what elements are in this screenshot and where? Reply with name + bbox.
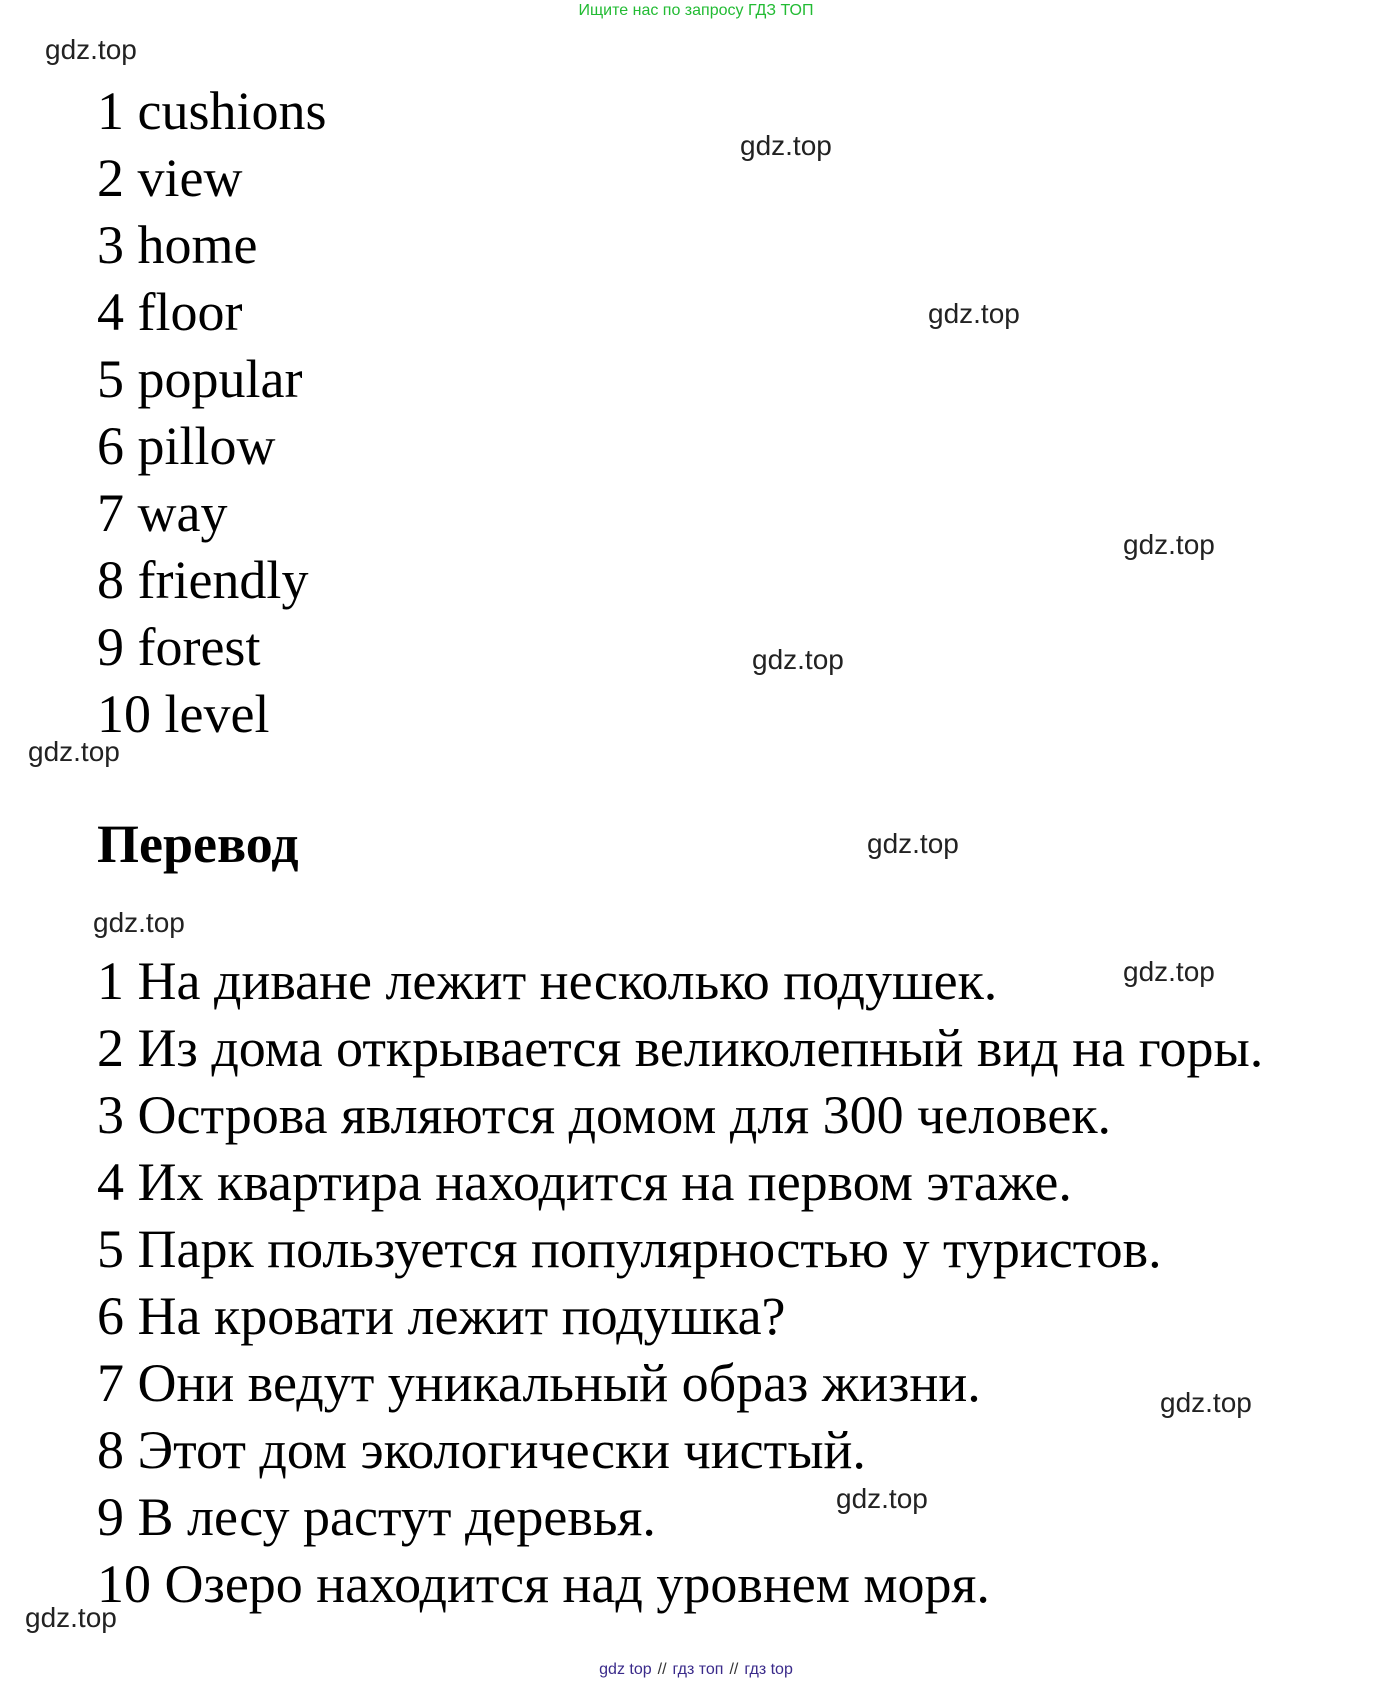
translation-item: 6 На кровати лежит подушка? bbox=[97, 1286, 786, 1346]
answers-list bbox=[97, 78, 327, 748]
answer-item: 2 view bbox=[97, 148, 243, 208]
answer-item: 10 level bbox=[97, 684, 270, 744]
watermark: gdz.top bbox=[1123, 956, 1215, 987]
footer-link-gdz-top-mixed[interactable]: гдз top bbox=[744, 1661, 793, 1678]
answer-item: 6 pillow bbox=[97, 416, 276, 476]
answer-item: 8 friendly bbox=[97, 550, 309, 610]
watermark: gdz.top bbox=[93, 907, 185, 938]
footer-link-gdz-top[interactable]: gdz top bbox=[599, 1661, 652, 1678]
translation-item: 4 Их квартира находится на первом этаже. bbox=[97, 1152, 1072, 1212]
translation-item: 7 Они ведут уникальный образ жизни. bbox=[97, 1353, 981, 1413]
translation-item: 5 Парк пользуется популярностью у туристов. bbox=[97, 1219, 1162, 1279]
answer-item: 5 popular bbox=[97, 349, 303, 409]
translation-item: 10 Озеро находится над уровнем моря. bbox=[97, 1554, 990, 1614]
watermark: gdz.top bbox=[867, 828, 959, 859]
watermark: gdz.top bbox=[836, 1483, 928, 1514]
answer-item: 3 home bbox=[97, 215, 258, 275]
watermark: gdz.top bbox=[45, 34, 137, 65]
translations-list bbox=[97, 948, 1263, 1618]
footer-link-gdz-top-ru[interactable]: гдз топ bbox=[672, 1661, 724, 1678]
translation-item: 9 В лесу растут деревья. bbox=[97, 1487, 656, 1547]
watermark: gdz.top bbox=[928, 298, 1020, 329]
translation-item: 2 Из дома открывается великолепный вид на горы. bbox=[97, 1018, 1264, 1078]
top-banner[interactable]: Ищите нас по запросу ГДЗ ТОП bbox=[578, 2, 814, 19]
watermark: gdz.top bbox=[752, 644, 844, 675]
translation-heading: Перевод bbox=[97, 814, 299, 874]
watermark: gdz.top bbox=[740, 130, 832, 161]
answer-item: 1 cushions bbox=[97, 81, 327, 141]
footer-separator: // bbox=[729, 1661, 739, 1678]
answer-item: 9 forest bbox=[97, 617, 261, 677]
footer-links bbox=[0, 1659, 1392, 1681]
translation-item: 8 Этот дом экологически чистый. bbox=[97, 1420, 866, 1480]
watermark: gdz.top bbox=[25, 1602, 117, 1633]
answer-item: 4 floor bbox=[97, 282, 243, 342]
answer-item: 7 way bbox=[97, 483, 228, 543]
watermark: gdz.top bbox=[28, 736, 120, 767]
watermark: gdz.top bbox=[1123, 529, 1215, 560]
translation-item: 1 На диване лежит несколько подушек. bbox=[97, 951, 998, 1011]
footer-separator: // bbox=[657, 1661, 667, 1678]
watermark: gdz.top bbox=[1160, 1387, 1252, 1418]
translation-item: 3 Острова являются домом для 300 человек. bbox=[97, 1085, 1112, 1145]
